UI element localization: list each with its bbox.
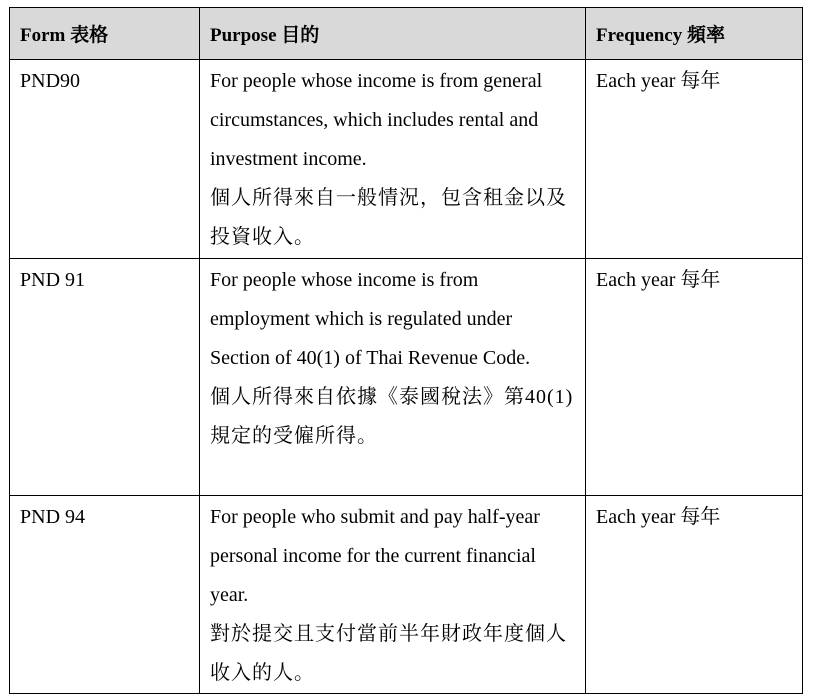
purpose-english: For people whose income is from general circumstances, which includes rental and investment income. [210, 70, 543, 170]
frequency-text: Each year 每年 [596, 269, 721, 291]
frequency-cell [586, 259, 803, 496]
purpose-cell [200, 60, 586, 259]
tax-forms-table [9, 7, 803, 694]
table-row [10, 496, 803, 694]
form-cell [10, 496, 200, 694]
frequency-text: Each year 每年 [596, 70, 721, 92]
purpose-chinese: 個人所得來自依據《泰國稅法》第40(1)規定的受僱所得。 [210, 386, 574, 447]
header-form: Form 表格 [10, 8, 200, 60]
purpose-chinese: 對於提交且支付當前半年財政年度個人收入的人。 [210, 623, 567, 684]
header-purpose: Purpose 目的 [200, 8, 586, 60]
form-code: PND 91 [20, 269, 86, 291]
header-frequency: Frequency 頻率 [586, 8, 803, 60]
frequency-cell [586, 496, 803, 694]
frequency-text: Each year 每年 [596, 506, 721, 528]
purpose-cell [200, 259, 586, 496]
table-row [10, 60, 803, 259]
form-cell [10, 60, 200, 259]
frequency-cell [586, 60, 803, 259]
purpose-chinese: 個人所得來自一般情況，包含租金以及投資收入。 [210, 187, 567, 248]
form-cell [10, 259, 200, 496]
table-row [10, 259, 803, 496]
purpose-english: For people whose income is from employment which is regulated under Section of 40(1) of Thai Revenue Code. [210, 269, 531, 369]
form-code: PND90 [20, 70, 81, 92]
form-code: PND 94 [20, 506, 86, 528]
purpose-english: For people who submit and pay half-year personal income for the current financial year. [210, 506, 540, 606]
purpose-cell [200, 496, 586, 694]
table-header-row [10, 8, 803, 60]
